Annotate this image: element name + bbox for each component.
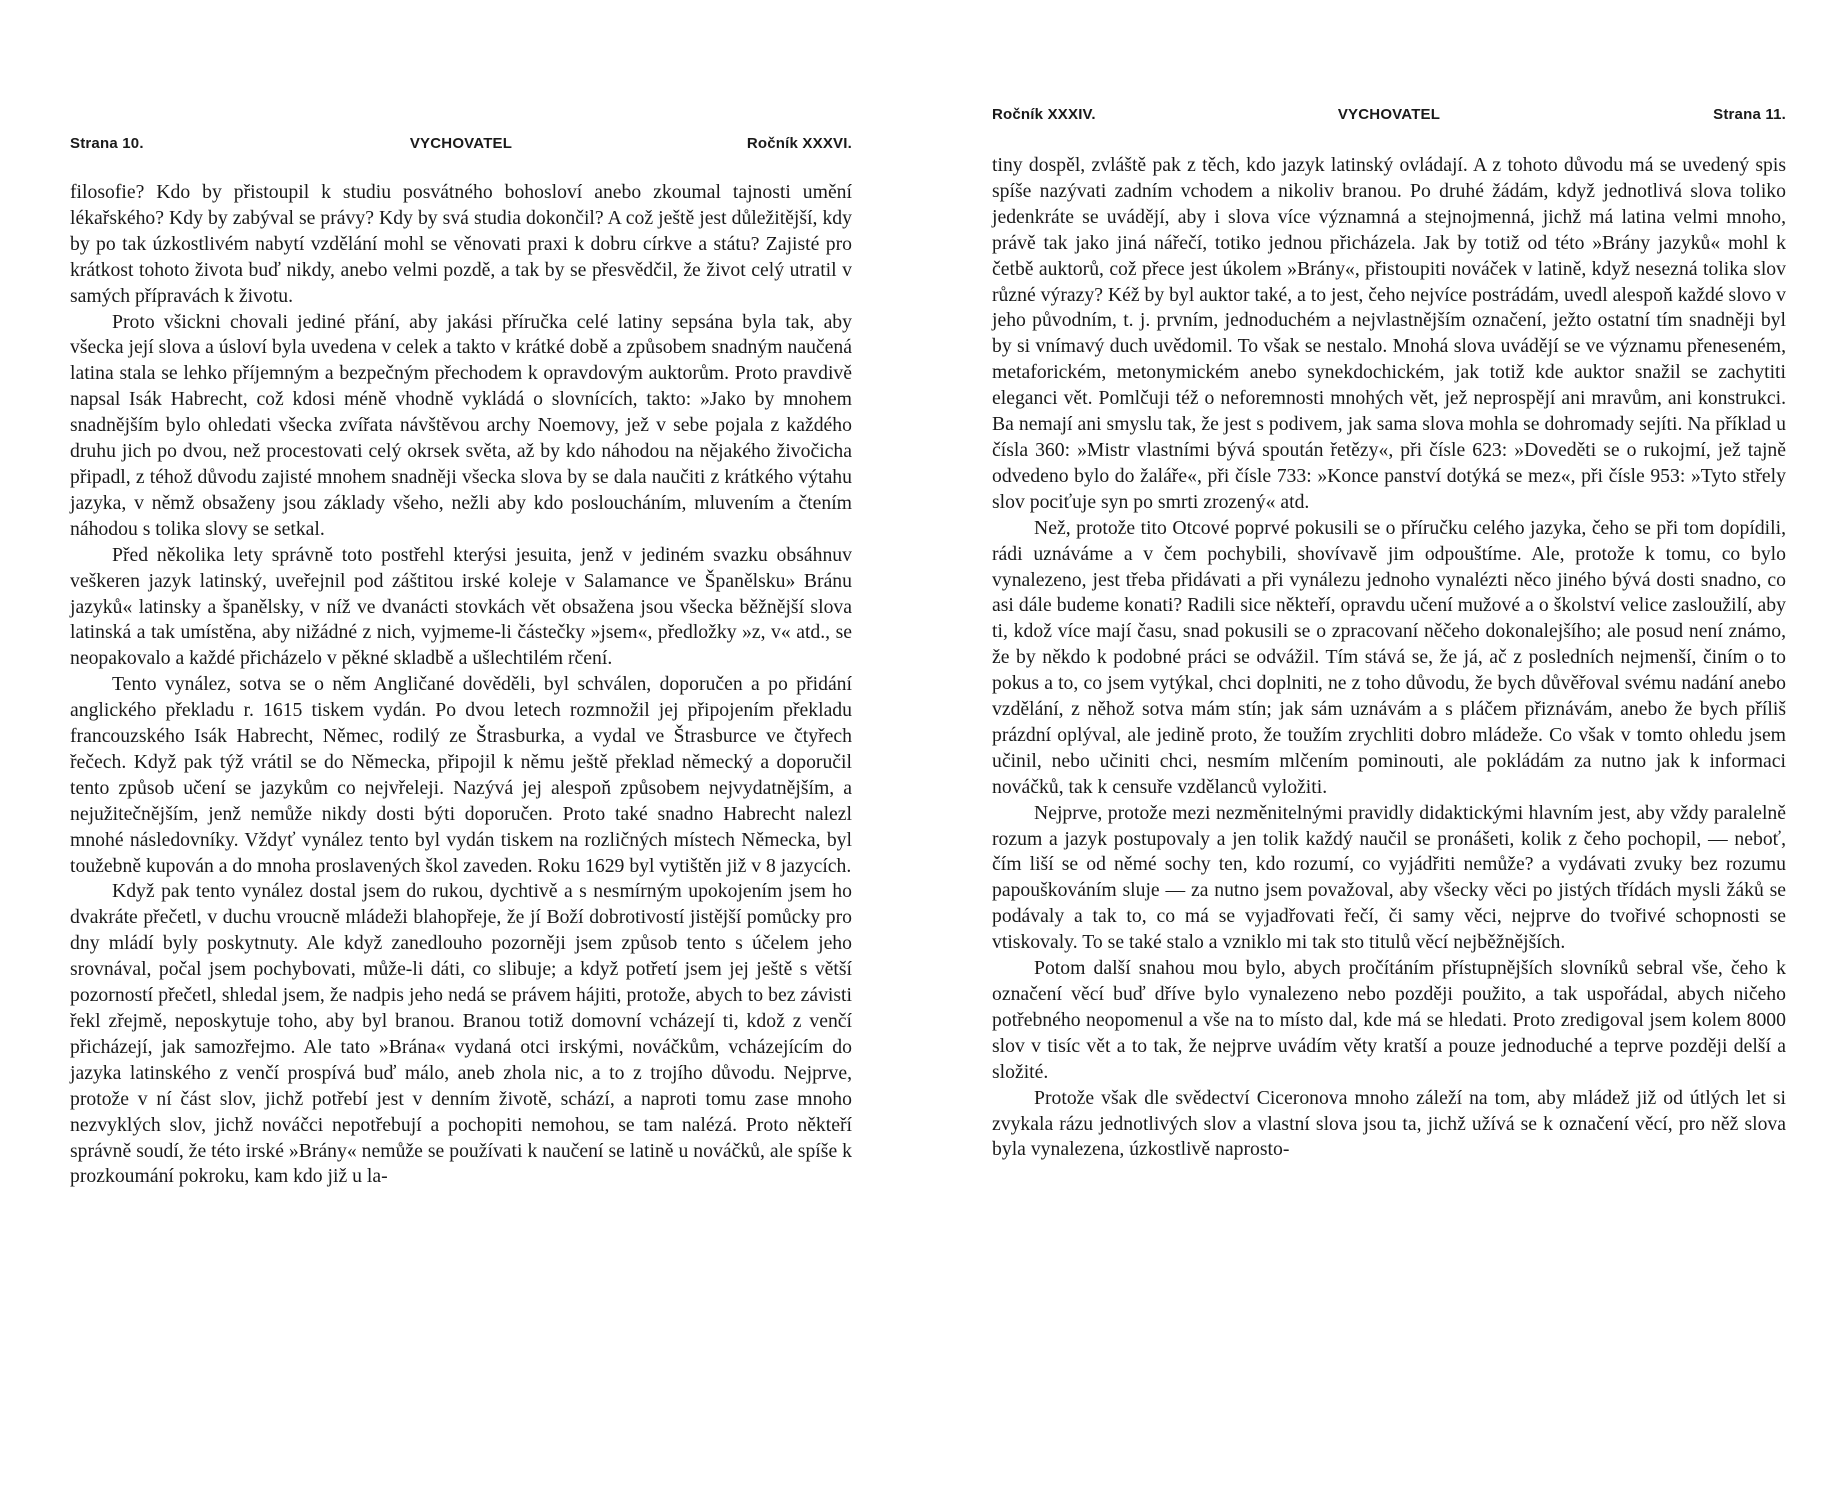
left-journal-title: VYCHOVATEL [409,135,513,152]
right-paragraph-5: Protože však dle svědectví Ciceronova mnoho záleží na tom, aby mládež již od útlých let si zvykala rázu jednotlivých slov a vlastní slova jsou ta, jichž užívá se k označení věcí, pro něž slova byla vynalezena, úzkostlivě naprosto- [992,1086,1786,1161]
right-paragraph-4: Potom další snahou mou bylo, abych pročítáním přístupnějších slovníků sebral vše, čeho k označení věcí buď dříve bylo vynalezeno nebo později použito, a tak uspořádal, abych ničeho potřebného neopomenul a vše na to místo dal, kde má se hledati. Proto zredigoval jsem kolem 8000 slov v tisíc vět a to tak, že nejprve uvádím věty kratší a pouze jednoduché a teprve později delší a složité. [992,957,1786,1083]
left-page-number: Strana 10. [70,135,144,152]
left-page-body [70,180,852,1190]
right-paragraph-2: Než, protože tito Otcové poprvé pokusili se o příručku celého jazyka, čeho se při tom dopídili, rádi uznáváme a v čem pochybili, shovívavě jim odpouštíme. Ale, protože k tomu, co bylo vynalezeno, jest třeba přidávati a při vynálezu jednoho vynalézti něco jiného bývá dosti snadno, co asi dále budeme konati? Radili sice někteří, opravdu učení mužové a o školství velice zasloužilí, aby ti, kdož více mají času, snad pokusili se o zpracovaní něčeho dokonalejšího; ale posud není známo, že by někdo k podobné práci se odvážil. Tím stává se, že já, ač z posledních nejmenší, činím o to pokus a to, co jsem vytýkal, chci doplniti, ne z toho důvodu, že bych důvěřoval svému nadání anebo vzdělání, z něhož sotva mám stín; jak sám uznávám a s pláčem přiznávám, anebo že bych příliš prázdní oplýval, ale jedině proto, že toužím zrychliti dobro mládeže. Co však v tomto ohledu jsem učinil, nebo učiniti chci, nesmím mlčením pominouti, ale pokládám za nutno jak k informaci nováčků, tak k censuře vzdělanců vyložiti. [992,516,1786,798]
left-paragraph-2: Proto všickni chovali jediné přání, aby jakási příručka celé latiny sepsána byla tak, aby všecka její slova a úsloví byla uvedena v celek a takto v krátké době a způsobem snadným naučená latina stala se lehko příjemným a bezpečným přechodem k opravdovým auktorům. Proto pravdivě napsal Isák Habrecht, což kdosi méně vhodně vykládá o slovnících, takto: »Jako by mnohem snadnějším bylo ohledati všecka zvířata návštěvou archy Noemovy, jež v sebe pojala z každého druhu jich po dvou, než procestovati celý okrsek světa, až by kdo náhodou na nějakého živočicha připadl, z téhož důvodu zajisté mnohem snadněji všecka slova by se dala naučiti z krátkého výtahu jazyka, v němž obsaženy jsou základy všeho, nežli aby kdo posloucháním, mluvením a čtením náhodou s tolika slovy se setkal. [70,310,852,540]
left-paragraph-1: filosofie? Kdo by přistoupil k studiu posvátného bohosloví anebo zkoumal tajnosti umění lékařského? Kdy by zabýval se právy? Kdy by svá studia dokončil? A což ještě jest důležitější, kdy by po tak úzkostlivém nabytí vzdělání mohl se věnovati praxi k dobru církve a státu? Zajisté pro krátkost tohoto života buď nikdy, anebo velmi pozdě, a tak by se přesvědčil, že život celý utratil v samých přípravách k životu. [70,181,852,307]
right-page-header [992,106,1786,130]
right-page [992,0,1786,1500]
right-page-number: Strana 11. [1713,106,1786,123]
left-paragraph-4: Tento vynález, sotva se o něm Angličané dověděli, byl schválen, doporučen a po přidání anglického překladu r. 1615 tiskem vydán. Po dvou letech rozmnožil jej připojením překladu francouzského Isák Habrecht, Němec, rodilý ze Štrasburka, a vydal ve Štrasburce ve čtyřech řečech. Když pak týž vrátil se do Německa, připojil k němu ještě překlad německý a doporučil tento způsob učení se jazykům co nejvřeleji. Nazývá jej alespoň způsobem nejvydatnějším, a nejužitečnějším, jenž nemůže nikdy dosti býti doporučen. Proto také snadno Habrecht nalezl mnohé následovníky. Vždyť vynález tento byl vydán tiskem na rozličných místech Německa, byl toužebně kupován a do mnoha proslavených škol zaveden. Roku 1629 byl vytištěn již v 8 jazycích. [70,673,852,877]
left-paragraph-5: Když pak tento vynález dostal jsem do rukou, dychtivě a s nesmírným upokojením jsem ho dvakráte přečetl, v duchu vroucně mládeži blahopřeje, že jí Boží dobrotivostí jistější pomůcky pro dny mládí byly poskytnuty. Ale když zanedlouho pozorněji jsem způsob tento s účelem jeho srovnával, počal jsem pochybovati, může-li dáti, co slibuje; a když potřetí jsem jej ještě s větší pozorností přečetl, shledal jsem, že nadpis jeho nedá se právem hájiti, protože, abych to bez závisti řekl zřejmě, neposkytuje toho, aby byl branou. Branou totiž domovní vcházejí ti, kdož z venčí přicházejí, jak samozřejmo. Ale tato »Brána« vydaná otci irskými, nováčkům, vcházejícím do jazyka latinského z venčí prospívá buď málo, aneb zhola nic, a to z trojího důvodu. Nejprve, protože v ní část slov, jichž potřebí jest v denním životě, schází, a naproti tomu zase mnoho nezvyklých slov, jichž nováčci nepotřebují a pochopiti nemohou, se tam nalézá. Proto někteří správně soudí, že této irské »Brány« nemůže se používati k naučení se latině u nováčků, ale spíše k prozkoumání pokroku, kam kdo již u la- [70,880,852,1188]
left-volume-label: Ročník XXXVI. [746,135,852,152]
right-paragraph-3: Nejprve, protože mezi nezměnitelnými pravidly didaktickými hlavním jest, aby vždy paralelně rozum a jazyk postupovaly a jen tolik každý naučil se pronášeti, kolik z čeho pochopil, — neboť, čím liší se od němé sochy ten, kdo rozumí, co vyjádřiti nemůže? a vydávati zvuky bez rozumu papouškováním sluje — za nutno jsem považoval, aby všecky věci po jistých třídách mysli žáků se podávaly a tak to, co má se vyjadřovati řečí, či samy věci, nejprve do tvořivé schopnosti se vtiskovaly. To se také stalo a vzniklo mi tak sto titulů věcí nejběžnějších. [992,801,1786,954]
right-paragraph-1: tiny dospěl, zvláště pak z těch, kdo jazyk latinský ovládají. A z tohoto důvodu má se uvedený spis spíše nazývati zadním vchodem a nikoliv branou. Po druhé žádám, když jednotlivá slova toliko jedenkráte se uvádějí, aby i slova více významná a stejnojmenná, jichž má latina velmi mnoho, právě tak jako jiná nářečí, totiko jednou přicházela. Jak by totiž od této »Brány jazyků« mohl k četbě auktorů, což přece jest úkolem »Brány«, přistoupiti nováček v latině, když nesezná tolika slov různé výrazy? Kéž by byl auktor také, a to jest, čeho nejvíce postrádám, uvedl alespoň každé slovo v jeho původním, t. j. prvním, jednoduchém a nejvlastnějším označení, ježto ostatní tím snadněji byl by si vnímavý duch uvědomil. To však se nestalo. Mnohá slova uvádějí se ve významu přeneseném, metaforickém, metonymickém anebo synekdochickém, jak totiž kde auktor snažil se zachytiti eleganci vět. Pomlčuji též o neforemnosti mnohých vět, jež neprospějí ani mravům, ani konstrukci. Ba nemají ani smyslu tak, že jest s podivem, jak sama slova mohla se dohromady sejíti. Na příklad u čísla 360: »Mistr vlastními bývá spoután řetězy«, při čísle 623: »Doveděti se o rukojmí, jež tajně odvedeno bylo do žaláře«, při čísle 733: »Konce panství dotýká se mez«, při čísle 953: »Tyto střely slov pociťuje syn po smrti zrozený« atd. [992,154,1786,513]
right-journal-title: VYCHOVATEL [1337,106,1441,123]
left-page [70,0,852,1500]
left-page-header [70,135,852,159]
right-page-body [992,153,1786,1163]
right-volume-label: Ročník XXXIV. [992,106,1096,123]
left-paragraph-3: Před několika lety správně toto postřehl kterýsi jesuita, jenž v jediném svazku obsáhnuv veškeren jazyk latinský, uveřejnil pod záštitou irské koleje v Salamance ve Španělsku» Bránu jazyků« latinsky a španělsky, v níž ve dvanácti stovkách vět obsažena jsou všecka běžnější slova latinská a tak umístěna, aby nižádné z nich, vyjmeme-li částečky »jsem«, předložky »z, v« atd., se neopakovalo a každé přicházelo v pěkné skladbě a ušlechtilém rčení. [70,543,852,670]
